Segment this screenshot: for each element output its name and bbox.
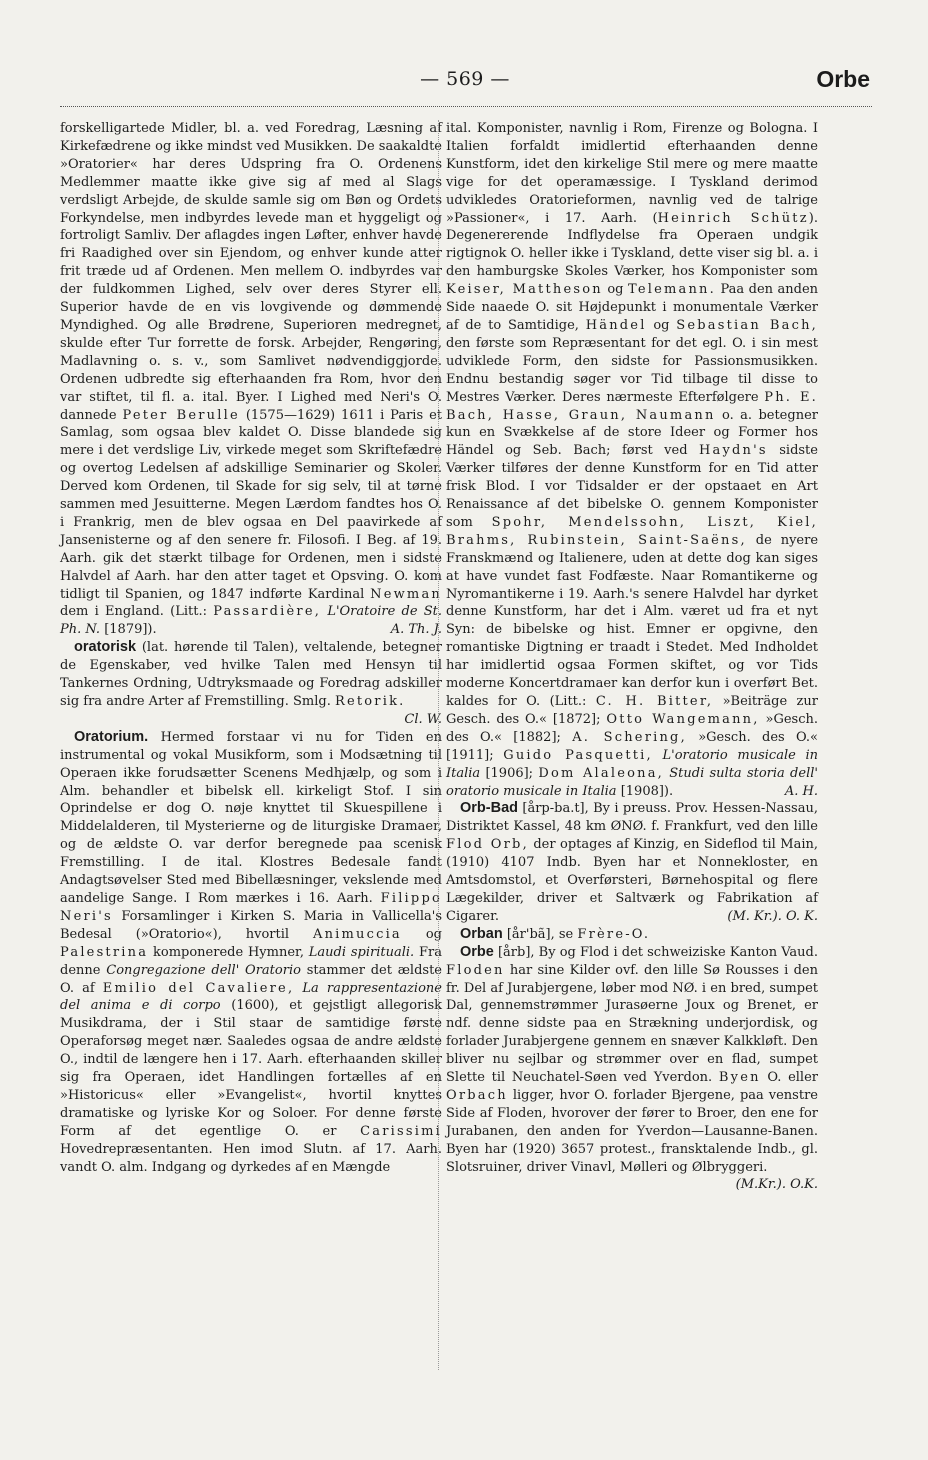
text-span: ital. Komponister, navnlig i Rom, Firenze og Bologna. I Italien forfaldt imidlertid efterhaanden denne Kunstform, idet den kirkelige Stil mere og mere maatte vige for det operamæssige. I Tyskland derimod udvikledes Oratorieformen, navnlig ved de talrige »Passioner«, i 17. Aarh. ( (446, 121, 818, 226)
text-span: Animuccia (313, 926, 402, 942)
author-signature: (M.Kr.). O.K. (735, 1177, 818, 1193)
text-span: Heinrich Schütz (657, 210, 809, 226)
oratorian-continuation (60, 120, 442, 639)
headword: Orb-Bad (460, 800, 518, 817)
text-span: Emilio del Cavaliere, (102, 980, 295, 996)
text-span: dem i England. (Litt.: (60, 604, 207, 620)
text-span: ). Degenererende Indflydelse fra Operaen undgik rigtignok O. heller ikke i Tyskland, dette viser sig bl. a. i den hamburgske Skoles Værker, hos Komponister som (446, 210, 818, 280)
text-span: Flod Orb, (446, 837, 529, 853)
text-span: [årb], By og Flod i det schweiziske Kanton Vaud. (497, 944, 818, 960)
text-span: Peter Berulle (122, 407, 240, 423)
column-divider (438, 120, 439, 1370)
text-span: (1600), et gejstligt allegorisk Musikdrama, der i Stil staar de samtidige første Operaforsøg meget nær. Saaledes ogsaa de andre ældste O., indtil de længere hen i 17. Aarh. efterhaanden skiller sig fra Operaen, idet Handlingen fortælles af en »Historicus« eller »Evangelist«, hvortil knyttes dramatiske og lyriske Kor og Soloer. For denne første Form af det egentlige O. er (60, 998, 442, 1139)
text-span: Floden (446, 962, 505, 978)
text-span: Filippo Neri's (60, 890, 442, 924)
text-span: Keiser, Mattheson (446, 282, 603, 298)
author-signature: A. Th. J. (390, 622, 442, 638)
text-span: Congregazione dell' Oratorio (106, 962, 301, 978)
text-span: Laudi spirituali. (308, 944, 415, 960)
text-span: Orbach (446, 1087, 508, 1103)
text-span: o. a. betegner kun en Svækkelse af de store Ideer og Former hos Händel og Seb. Bach; først ved (446, 407, 818, 459)
text-span: Paa den anden Side naaede O. sit Højdepunkt i monumentale Værker af de to Samtidige, (446, 282, 819, 333)
text-span: Haydn's (699, 443, 768, 459)
page-header (60, 64, 870, 104)
text-span: Newman (370, 586, 442, 602)
text-span: Sebastian Bach, (676, 317, 818, 333)
text-span: Frère-O. (577, 926, 651, 942)
author-signature: (M. Kr.). O. K. (727, 908, 818, 924)
entry-orbe (446, 943, 818, 1193)
text-span: Passardière, (213, 604, 322, 620)
text-span: Forsamlinger i Kirken S. Maria in Vallicella's Bedesal (»Oratorio«), hvortil (60, 908, 442, 942)
text-span: og (653, 317, 670, 333)
text-span: Studi sulta storia dell' oratorio musicale in Italia (446, 765, 818, 799)
text-span: stammer det ældste O. af (60, 962, 443, 996)
text-span: (lat. hørende til Talen), veltalende, betegner de Egenskaber, ved hvilke Talen med Hensyn til Tankernes Ordning, Udtryksmaade og Foredrag adskiller sig fra andre Arter af Fremstilling. Smlg. (60, 640, 442, 709)
text-span: Hovedrepræsentanten. Hen imod Slutn. af 17. Aarh. vandt O. alm. Indgang og dyrkedes af en Mængde (60, 1141, 442, 1175)
text-span: La rappresentazione del anima e di corpo (60, 980, 442, 1014)
text-span: Carissimi (360, 1123, 442, 1139)
text-span: ligger, hvor O. forlader Bjergene, paa venstre Side af Floden, hvorover der fører to Broer, den ene for Jurabanen, den anden for Yverdon—Lausanne-Banen. Byen har (1920) 3657 protest., fransktalende Indb., gl. Slotsruiner, driver Vinavl, Mølleri og Ølbryggeri. (446, 1087, 818, 1175)
text-span: »Gesch. des O.« [1882]; (446, 711, 818, 745)
text-span: Hermed forstaar vi nu for Tiden en instrumental og vokal Musikform, som i Modsætning til Operaen ikke forudsætter Scenens Medhjælp, og som i Alm. behandler et bibelsk ell. kirkeligt Stof. I sin Oprindelse er dog O. nøje knyttet til Skuespillene i Middelalderen, til Mysterierne og de liturgiske Dramaer, og de ældste O. var derfor beregnede paa scenisk Fremstilling. I de ital. Klostres Bedesale fandt Andagtsøvelser Sted med Bibellæsninger, vekslende med aandelige Sange. I Rom mærkes i 16. Aarh. (60, 729, 442, 906)
text-span: C. H. Bitter, (595, 694, 714, 709)
text-span: der optages af Kinzig, en Sideflod til Main, (1910) 4107 Indb. Byen har et Nonnekloster, en Amtsdomstol, et Overførsteri, Børnehospital og flere Lægekilder, driver et Saltværk og Fabrikation af Cigarer. (446, 837, 818, 924)
oratorium-continuation (446, 120, 818, 800)
text-span: Händel (585, 317, 647, 333)
text-span: [1906]; (485, 765, 534, 781)
text-span: Byen (718, 1070, 761, 1086)
text-span: [1879]). (104, 622, 157, 638)
text-span: »Gesch. des O.« [1911]; (446, 729, 818, 763)
text-span: A. Schering, (572, 729, 687, 745)
text-span: [år'bã], se (506, 926, 574, 942)
text-span: Fra denne (60, 944, 442, 978)
text-span: L'oratorio musicale in Italia (446, 747, 818, 781)
author-signature: Cl. W. (404, 711, 442, 727)
header-rule (60, 106, 872, 107)
text-span: komponerede Hymner, (152, 944, 304, 960)
entry-orban (446, 926, 818, 944)
headword: Orbe (460, 943, 494, 960)
text-span: L'Oratoire de St. Ph. N. (60, 604, 443, 638)
entry-orb-bad (446, 800, 818, 925)
entry-oratorisk (60, 639, 442, 727)
text-span: »Beiträge zur Gesch. des O.« [1872]; (446, 694, 818, 727)
text-span: Guido Pasquetti, (503, 747, 653, 763)
text-span: Dom Alaleona, (538, 765, 664, 781)
text-span: Telemann. (628, 282, 716, 298)
text-span: Retorik. (334, 694, 406, 709)
text-span: Otto Wangemann, (606, 711, 760, 727)
text-span: [1908]). (620, 783, 674, 799)
running-head: Orbe (816, 66, 870, 92)
page-number: — 569 — (420, 68, 510, 90)
text-span: og (425, 926, 442, 942)
text-span: Ph. E. Bach, Hasse, Graun, Naumann (446, 389, 818, 423)
text-span: den første som Repræsentant for det egl. O. i sin mest udviklede Form, den sidste for Passionsmusikken. Endnu bestandig søger vor Tid tilbage til disse to Mestres Værker. Deres nærmeste Efterfølgere (446, 335, 818, 405)
author-signature: A. H. (784, 783, 818, 799)
text-span: O. eller (767, 1070, 818, 1086)
text-span: sidste Værker tilføres der denne Kunstform for en Tid atter frisk Blod. I vor Tidsalder er der opstaaet en Art Renaissance af det bibelske O. gennem Komponister som (446, 443, 818, 530)
headword: oratorisk (74, 639, 137, 656)
headword: Orban (460, 925, 503, 942)
entry-oratorium (60, 729, 442, 1177)
right-column (446, 120, 818, 1194)
text-span: (1575—1629) 1611 i Paris et Samlag, som ogsaa blev kaldet O. Disse blandede sig mere i det verdslige Liv, virkede meget som Skriftefædre og overtog Ledelsen af adskillige Seminarier og Skoler. Derved kom Ordenen, til Skade for sig selv, til at tørne sammen med Jesuitterne. Megen Lærdom fandtes hos O. i Frankrig, men de blev ogsaa en Del paavirkede af Jansenisterne og af den senere fr. Filosofi. I Beg. af 19. Aarh. gik det stærkt tilbage for Ordenen, men i sidste Halvdel af Aarh. har den atter taget et Opsving. O. kom tidligt til Spanien, og 1847 indførte Kardinal (60, 407, 442, 602)
left-column (60, 120, 442, 1176)
text-span: [årp-ba.t], By i preuss. Prov. Hessen-Nassau, Distriktet Kassel, 48 km ØNØ. f. Frankfurt, ved den lille (446, 801, 818, 835)
text-span: Spohr, Mendelssohn, Liszt, Kiel, Brahms, Rubinstein, Saint-Saëns, (446, 514, 818, 548)
text-span: forskelligartede Midler, bl. a. ved Foredrag, Læsning af Kirkefædrene og ikke mindst ved Musikken. De saakaldte »Oratorier« har deres Udspring fra O. Ordenens Medlemmer maatte ikke give sig af med al Slags verdsligt Arbejde, de skulde samle sig om Bøn og Ordets Forkyndelse, men indbyrdes levede man et hyggeligt og fortroligt Samliv. Der aflagdes ingen Løfter, enhver havde fri Raadighed over sin Ejendom, og enhver kunde atter frit træde ud af Ordenen. Men mellem O. indbyrdes var der fuldkommen Lighed, selv over deres Styrer ell. Superior havde de en vis lovgivende og dømmende Myndighed. Og alle Brødrene, Superioren medregnet, skulde efter Tur forrette de forsk. Arbejder, Rengøring, Madlavning o. s. v., som Samlivet nødvendiggjorde. Ordenen udbredte sig efterhaanden fra Rom, hvor den var stiftet, til fl. a. ital. Byer. I Lighed med Neri's O. dannede (60, 121, 442, 423)
text-span: har sine Kilder ovf. den lille Sø Rousses i den fr. Del af Jurabjergene, løber mod NØ. i en bred, sumpet Dal, gennemstrømmer Jurasøerne Joux og Brenet, er ndf. denne sidste paa en Strækning underjordisk, og forlader Jurabjergene gennem en snæver Kalkkløft. Den bliver nu sejlbar og strømmer over en flad, sumpet Slette til Neuchatel-Søen ved Yverdon. (446, 962, 818, 1086)
headword: Oratorium. (74, 728, 149, 745)
text-span: og (607, 282, 624, 298)
text-span: de nyere Franskmænd og Italienere, uden at dette dog kan siges at have vundet fast Fodfæste. Naar Romantikerne og Nyromantikerne i 19. Aarh.'s senere Halvdel har dyrket denne Kunstform, har det i Alm. været ud fra et nyt Syn: de bibelske og hist. Emner er opgivne, den romantiske Digtning er traadt i Stedet. Med Indholdet har imidlertid ogsaa Formen skiftet, og vor Tids moderne Koncertdramaer kan derfor kun i overført Bet. kaldes for O. (Litt.: (446, 532, 819, 709)
text-span: Palestrina (60, 944, 149, 960)
